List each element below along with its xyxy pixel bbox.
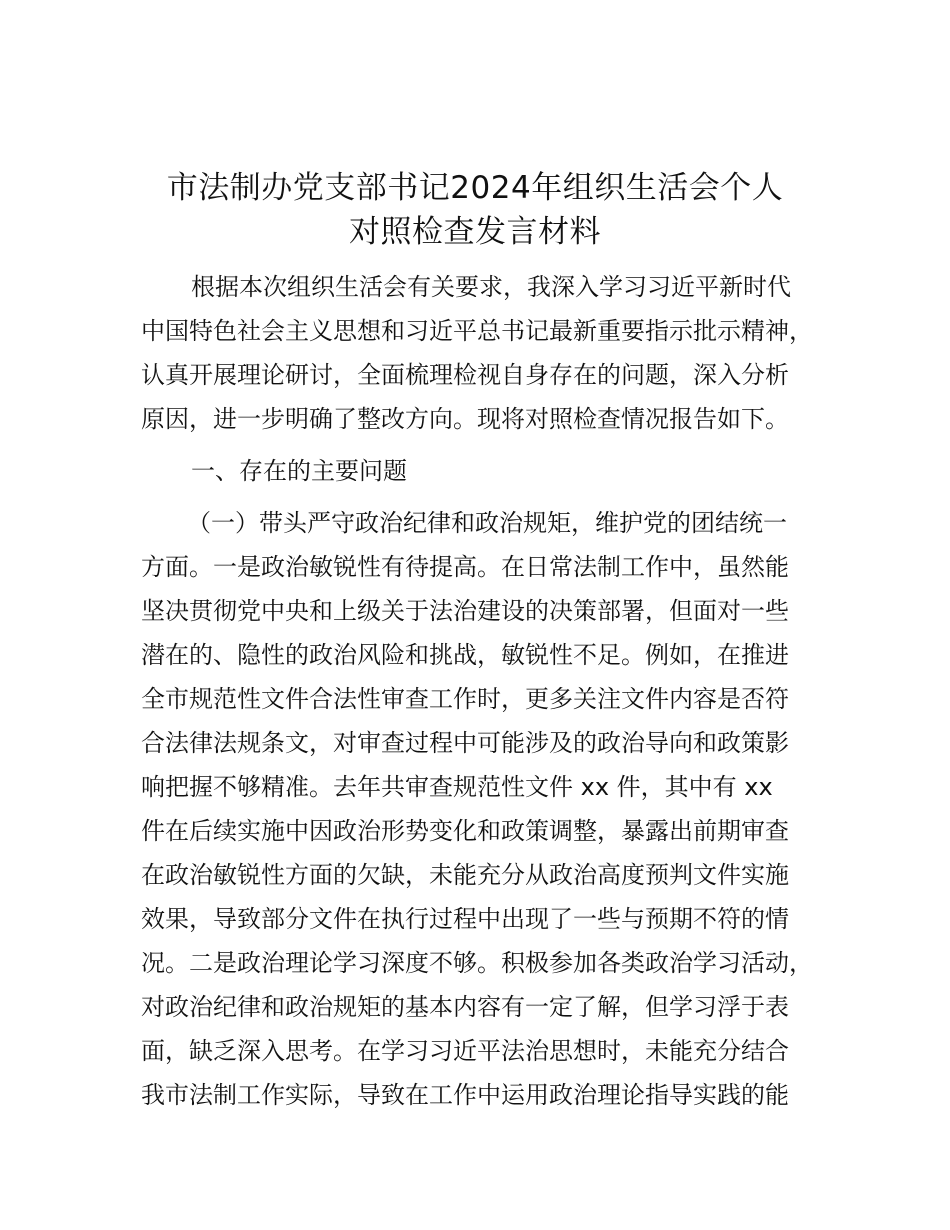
paragraph-line: 中国特色社会主义思想和习近平总书记最新重要指示批示精神， <box>141 317 813 345</box>
paragraph-line: 在政治敏锐性方面的欠缺，未能充分从政治高度预判文件实施 <box>141 861 789 889</box>
paragraph-line: 根据本次组织生活会有关要求，我深入学习习近平新时代 <box>191 273 791 301</box>
paragraph-line: 潜在的、隐性的政治风险和挑战，敏锐性不足。例如，在推进 <box>141 641 789 669</box>
paragraph-line: 认真开展理论研讨，全面梳理检视自身存在的问题，深入分析 <box>141 361 789 389</box>
paragraph-line: 方面。一是政治敏锐性有待提高。在日常法制工作中，虽然能 <box>141 553 789 581</box>
document-title-line-1: 市法制办党支部书记2024年组织生活会个人 <box>166 170 784 206</box>
paragraph-line: 面，缺乏深入思考。在学习习近平法治思想时，未能充分结合 <box>141 1037 789 1065</box>
paragraph-line: 我市法制工作实际，导致在工作中运用政治理论指导实践的能 <box>141 1081 789 1109</box>
paragraph-line: （一）带头严守政治纪律和政治规矩，维护党的团结统一 <box>187 509 787 537</box>
paragraph-line: 原因，进一步明确了整改方向。现将对照检查情况报告如下。 <box>141 405 789 433</box>
paragraph-line: 全市规范性文件合法性审查工作时，更多关注文件内容是否符 <box>141 685 789 713</box>
paragraph-line: 件在后续实施中因政治形势变化和政策调整，暴露出前期审查 <box>141 817 789 845</box>
paragraph-line: 坚决贯彻党中央和上级关于法治建设的决策部署，但面对一些 <box>141 597 789 625</box>
section-heading: 一、存在的主要问题 <box>191 457 407 485</box>
paragraph-line: 对政治纪律和政治规矩的基本内容有一定了解，但学习浮于表 <box>141 993 789 1021</box>
document-title-line-2: 对照检查发言材料 <box>349 214 601 250</box>
paragraph-line: 合法律法规条文，对审查过程中可能涉及的政治导向和政策影 <box>141 729 789 757</box>
paragraph-line: 况。二是政治理论学习深度不够。积极参加各类政治学习活动， <box>141 949 813 977</box>
paragraph-line: 响把握不够精准。去年共审查规范性文件 xx 件，其中有 xx <box>141 773 773 801</box>
paragraph-line: 效果，导致部分文件在执行过程中出现了一些与预期不符的情 <box>141 905 789 933</box>
